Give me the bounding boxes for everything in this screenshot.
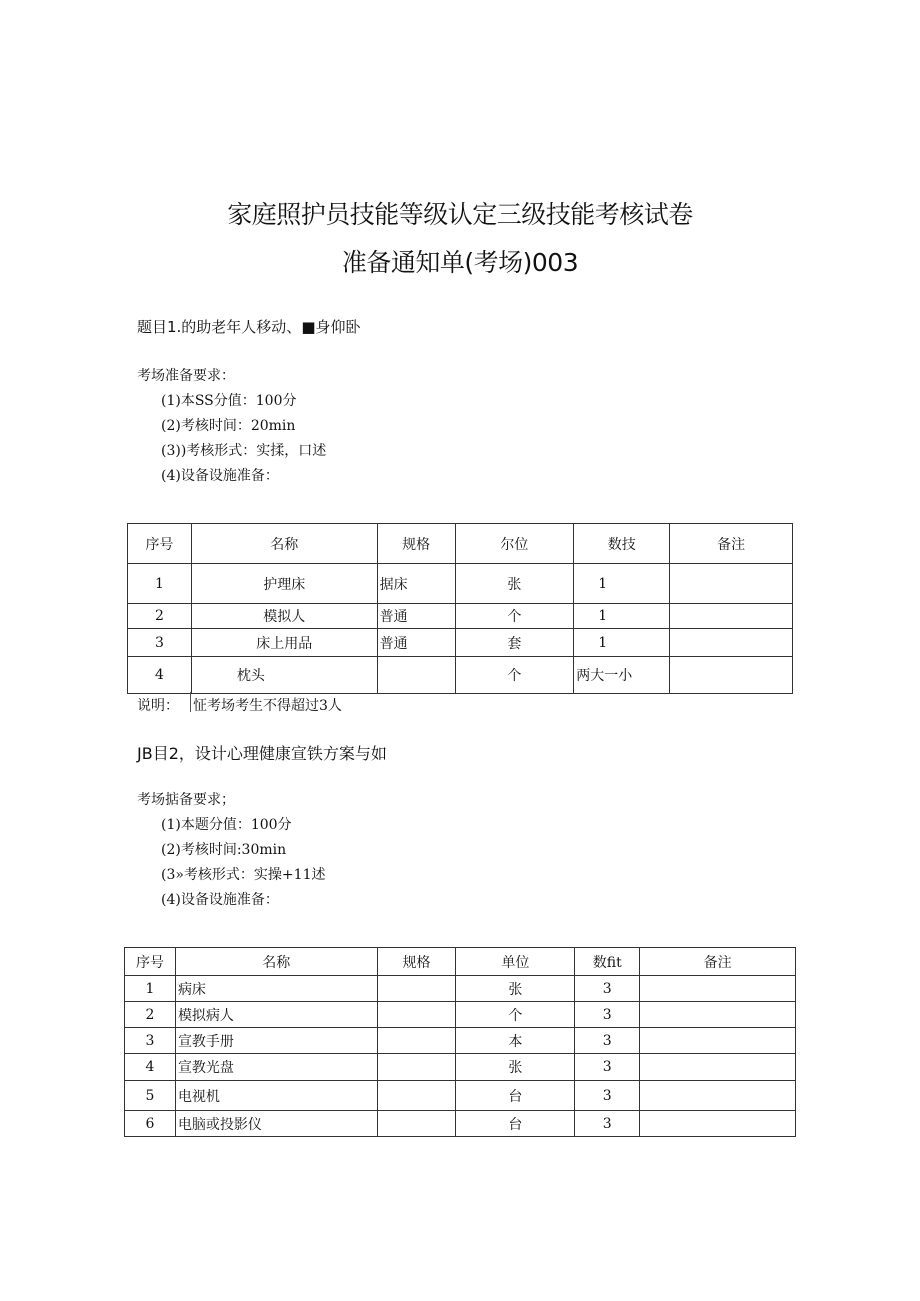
table-cell: 枕头 bbox=[191, 657, 377, 694]
table-cell bbox=[377, 976, 456, 1002]
table-cell: 3 bbox=[575, 1054, 640, 1081]
note-divider bbox=[190, 692, 191, 712]
table-row bbox=[125, 1002, 796, 1028]
q1-req-item: (3))考核形式：实揉，口述 bbox=[161, 443, 327, 459]
table-cell: 台 bbox=[456, 1111, 575, 1137]
header-cell: 规格 bbox=[377, 524, 455, 564]
table-cell: 模拟人 bbox=[191, 604, 377, 629]
q2-requirements bbox=[137, 788, 325, 913]
table-row bbox=[125, 1111, 796, 1137]
table-cell: 3 bbox=[575, 1002, 640, 1028]
table-cell: 2 bbox=[125, 1002, 176, 1028]
q1-req-item: (2)考核时间：20min bbox=[161, 418, 296, 434]
q2-req-item: (3»考核形式：实操+11述 bbox=[161, 867, 326, 883]
table-row bbox=[125, 976, 796, 1002]
table-cell: 模拟病人 bbox=[175, 1002, 377, 1028]
table-cell bbox=[377, 1111, 456, 1137]
table-cell: 个 bbox=[455, 657, 574, 694]
table-cell: 张 bbox=[456, 976, 575, 1002]
table-row bbox=[125, 1054, 796, 1081]
table-cell: 台 bbox=[456, 1081, 575, 1111]
table-cell: 宣教手册 bbox=[175, 1028, 377, 1054]
table-cell: 据床 bbox=[377, 564, 455, 604]
table-cell bbox=[670, 629, 793, 657]
header-cell: 名称 bbox=[175, 948, 377, 976]
table-row bbox=[125, 1081, 796, 1111]
q2-req-item: (4)设备设施准备： bbox=[161, 892, 279, 908]
table-cell: 2 bbox=[128, 604, 192, 629]
q2-req-item: (2)考核时间:30min bbox=[161, 842, 287, 858]
table-cell bbox=[377, 1028, 456, 1054]
q1-req-item: (4)设备设施准备： bbox=[161, 468, 279, 484]
table-cell bbox=[670, 604, 793, 629]
table-cell: 本 bbox=[456, 1028, 575, 1054]
table-cell: 宣教光盘 bbox=[175, 1054, 377, 1081]
table-cell: 护理床 bbox=[191, 564, 377, 604]
table-cell: 床上用品 bbox=[191, 629, 377, 657]
table-row bbox=[128, 629, 793, 657]
document-title: 家庭照护员技能等级认定三级技能考核试卷 bbox=[227, 200, 693, 229]
q2-req-item: (1)本题分值：100分 bbox=[161, 817, 292, 833]
q2-heading: JB目2，设计心理健康宣铁方案与如 bbox=[137, 744, 387, 763]
table-cell: 3 bbox=[125, 1028, 176, 1054]
header-cell: 尔位 bbox=[455, 524, 574, 564]
table-cell: 两大一小 bbox=[574, 657, 670, 694]
table-cell: 6 bbox=[125, 1111, 176, 1137]
table-row bbox=[128, 604, 793, 629]
header-cell: 数fit bbox=[575, 948, 640, 976]
table-cell: 普通 bbox=[377, 604, 455, 629]
q1-heading: 题目1.的助老年人移动、■身仰卧 bbox=[137, 318, 361, 336]
table-cell bbox=[377, 657, 455, 694]
q1-req-heading: 考场准备要求： bbox=[137, 368, 235, 384]
header-cell: 单位 bbox=[456, 948, 575, 976]
table-cell: 1 bbox=[574, 604, 670, 629]
table-cell bbox=[670, 564, 793, 604]
header-cell: 备注 bbox=[640, 948, 796, 976]
table-cell: 套 bbox=[455, 629, 574, 657]
q1-equipment-table bbox=[127, 523, 793, 694]
table-cell bbox=[377, 1054, 456, 1081]
table-cell: 1 bbox=[574, 629, 670, 657]
table-header-row bbox=[125, 948, 796, 976]
table-cell: 4 bbox=[128, 657, 192, 694]
table-cell bbox=[640, 976, 796, 1002]
table-row bbox=[128, 564, 793, 604]
table-cell bbox=[377, 1081, 456, 1111]
table-cell bbox=[640, 1054, 796, 1081]
header-cell: 名称 bbox=[191, 524, 377, 564]
table-cell: 3 bbox=[575, 1028, 640, 1054]
table-cell: 3 bbox=[575, 1111, 640, 1137]
table-cell: 张 bbox=[455, 564, 574, 604]
table-cell: 5 bbox=[125, 1081, 176, 1111]
header-cell: 序号 bbox=[125, 948, 176, 976]
table-row bbox=[128, 657, 793, 694]
document-subtitle: 准备通知单(考场)003 bbox=[341, 248, 579, 277]
q1-note-label: 说明： bbox=[137, 698, 179, 714]
q2-equipment-table bbox=[124, 947, 796, 1137]
table-cell: 3 bbox=[128, 629, 192, 657]
header-cell: 备注 bbox=[670, 524, 793, 564]
table-cell bbox=[640, 1002, 796, 1028]
header-cell: 序号 bbox=[128, 524, 192, 564]
table-cell: 电视机 bbox=[175, 1081, 377, 1111]
table-cell: 个 bbox=[456, 1002, 575, 1028]
table-cell: 3 bbox=[575, 1081, 640, 1111]
table-cell: 个 bbox=[455, 604, 574, 629]
table-cell bbox=[377, 1002, 456, 1028]
q1-req-item: (1)本SS分值：100分 bbox=[161, 393, 297, 409]
table-cell: 张 bbox=[456, 1054, 575, 1081]
table-cell bbox=[640, 1028, 796, 1054]
table-cell: 3 bbox=[575, 976, 640, 1002]
q2-req-heading: 考场掂备要求； bbox=[137, 792, 235, 808]
table-cell: 1 bbox=[128, 564, 192, 604]
q1-requirements bbox=[137, 364, 326, 489]
table-cell: 1 bbox=[125, 976, 176, 1002]
table-cell bbox=[640, 1081, 796, 1111]
table-cell bbox=[640, 1111, 796, 1137]
table-cell: 1 bbox=[574, 564, 670, 604]
header-cell: 规格 bbox=[377, 948, 456, 976]
header-cell: 数技 bbox=[574, 524, 670, 564]
table-cell: 电脑或投影仪 bbox=[175, 1111, 377, 1137]
q1-note-text: 怔考场考生不得超过3人 bbox=[193, 698, 342, 714]
table-cell: 病床 bbox=[175, 976, 377, 1002]
table-cell: 普通 bbox=[377, 629, 455, 657]
table-cell: 4 bbox=[125, 1054, 176, 1081]
table-cell bbox=[670, 657, 793, 694]
table-header-row bbox=[128, 524, 793, 564]
table-row bbox=[125, 1028, 796, 1054]
